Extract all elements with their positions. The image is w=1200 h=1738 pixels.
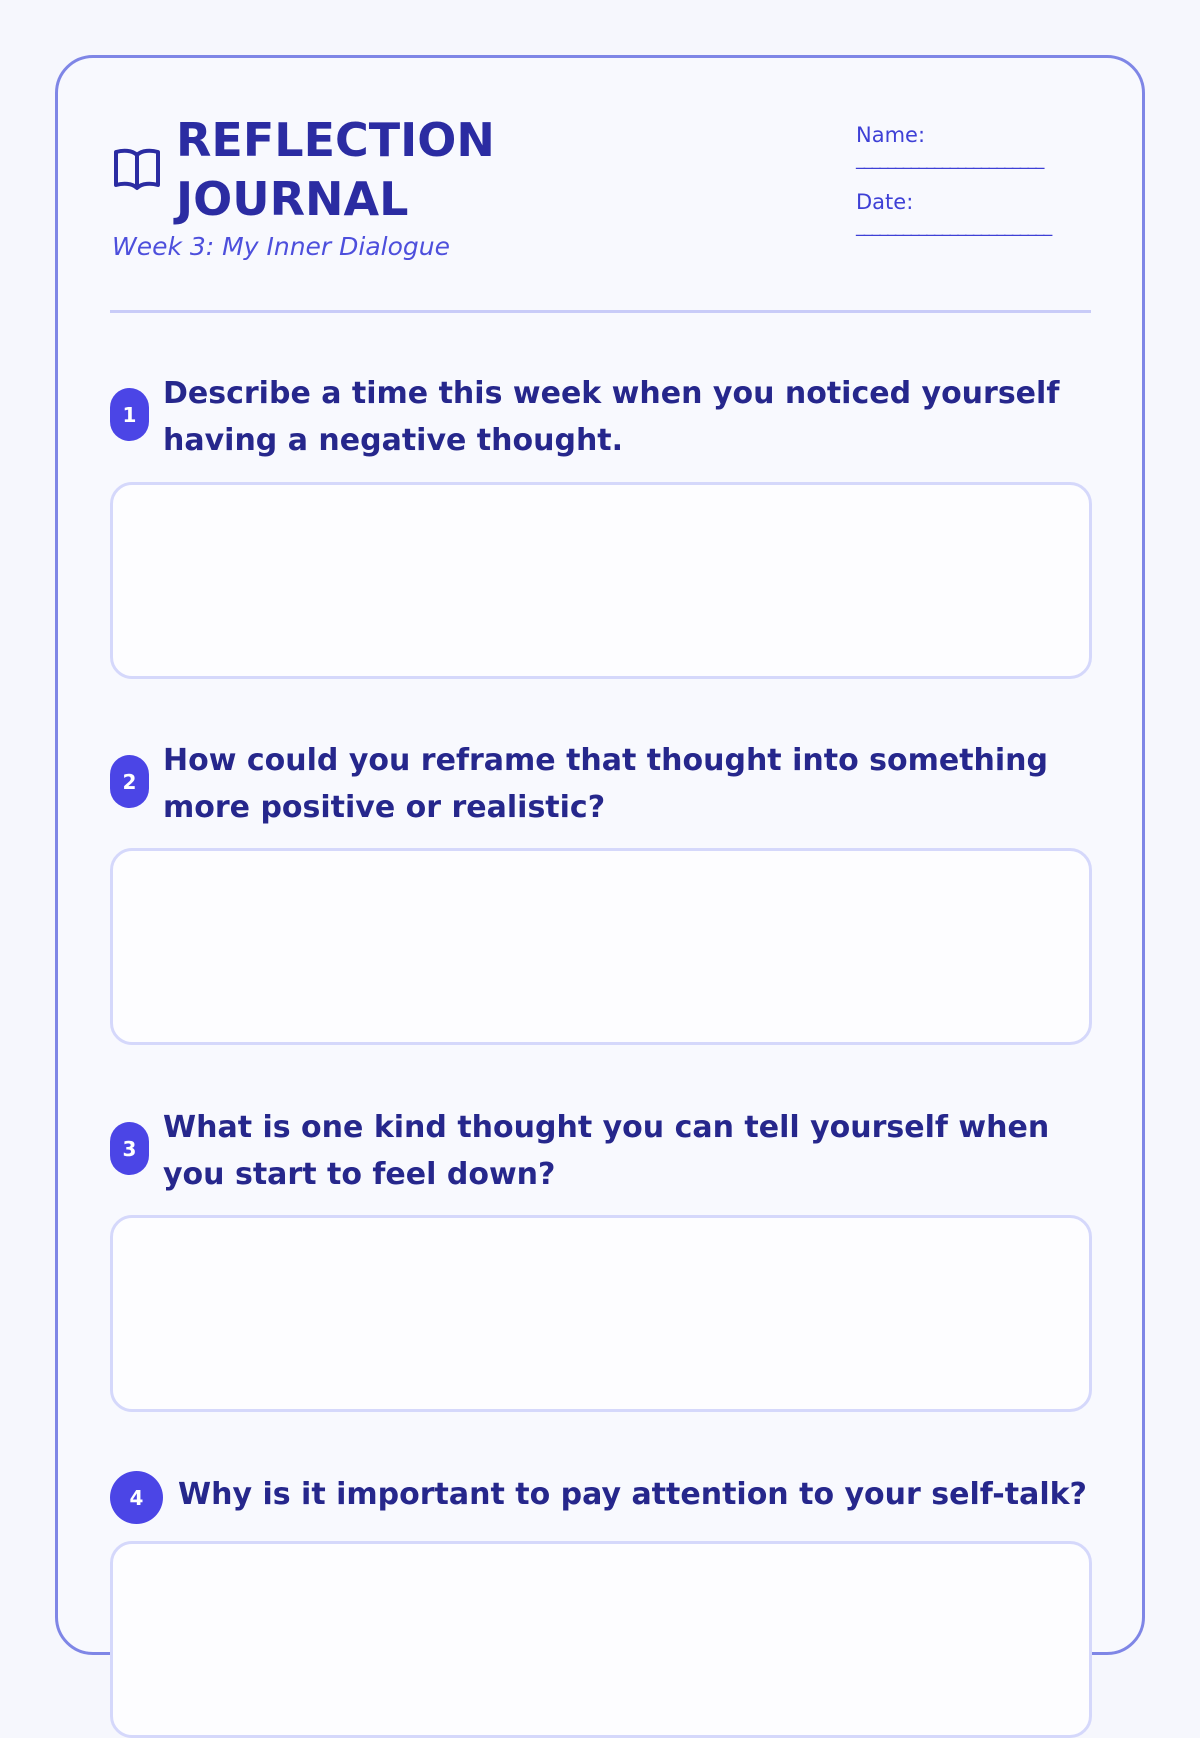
journal-subtitle: Week 3: My Inner Dialogue — [112, 232, 451, 261]
question-1-header — [110, 370, 1092, 462]
date-field-row — [856, 189, 1186, 256]
question-1-number-badge: 1 — [110, 388, 149, 441]
header-divider — [110, 310, 1091, 313]
journal-title-line-2: JOURNAL — [176, 172, 409, 226]
date-label: Date: — [856, 190, 914, 214]
question-1 — [110, 370, 1092, 462]
question-3-number-badge: 3 — [110, 1122, 149, 1175]
name-write-line[interactable]: ________________________ — [856, 149, 1044, 170]
question-3-answer-box[interactable] — [110, 1215, 1092, 1412]
meta-fields — [856, 122, 1186, 256]
question-2-header — [110, 737, 1092, 829]
question-2-text: How could you reframe that thought into something more positive or realistic? — [163, 743, 1049, 825]
name-label: Name: — [856, 123, 926, 147]
question-2 — [110, 737, 1092, 829]
question-3-text: What is one kind thought you can tell yourself when you start to feel down? — [163, 1110, 1050, 1192]
question-1-text: Describe a time this week when you noticed yourself having a negative thought. — [163, 376, 1060, 458]
question-2-number-badge: 2 — [110, 755, 149, 808]
question-3 — [110, 1104, 1092, 1196]
question-4 — [110, 1471, 1092, 1563]
question-4-answer-box[interactable] — [110, 1541, 1092, 1738]
question-4-text: Why is it important to pay attention to your self-talk? — [178, 1477, 1087, 1512]
question-4-number-badge: 4 — [110, 1471, 163, 1524]
question-3-header — [110, 1104, 1092, 1196]
name-field-row — [856, 122, 1186, 189]
date-write-line[interactable]: _________________________ — [856, 216, 1052, 237]
open-book-icon — [112, 146, 162, 194]
journal-title-line-1: REFLECTION — [176, 113, 495, 167]
question-1-answer-box[interactable] — [110, 482, 1092, 679]
question-2-answer-box[interactable] — [110, 848, 1092, 1045]
journal-header — [112, 110, 1092, 260]
